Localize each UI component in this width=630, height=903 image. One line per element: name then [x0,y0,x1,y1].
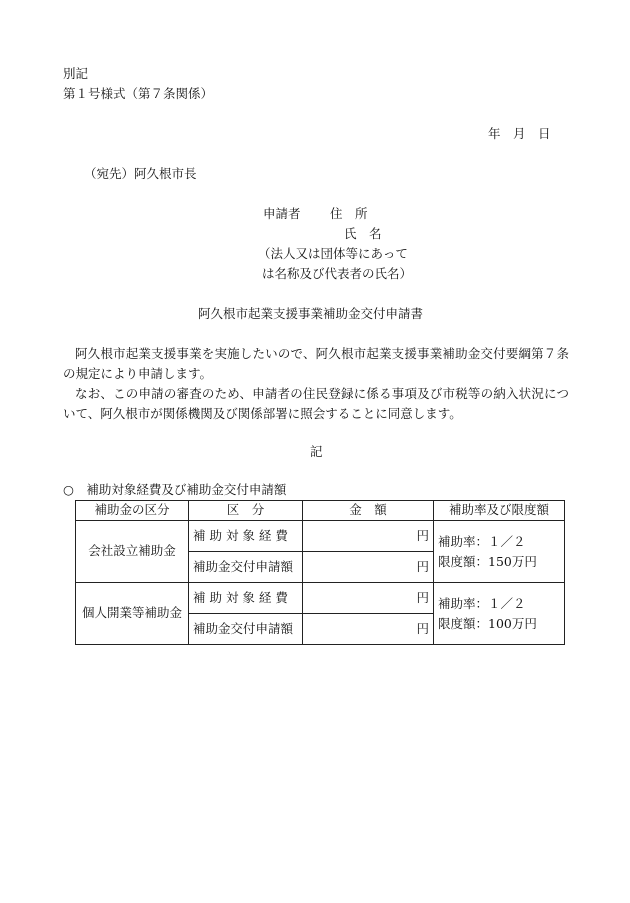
subsidy-table [75,500,565,645]
header-subsidy-type: 補助金の区分 [76,501,189,521]
header-category: 区 分 [189,501,303,521]
addressee: （宛先）阿久根市長 [84,166,197,181]
rate-text: 補助率：１／２ [438,533,526,549]
header-amount: 金 額 [303,501,434,521]
form-number: 第１号様式（第７条関係） [63,86,214,101]
limit-text: 限度額：150万円 [438,553,537,569]
category-cell: 補助金交付申請額 [189,552,303,583]
ki-heading: 記 [310,444,323,459]
body-paragraph-2: なお、この申請の審査のため、申請者の住民登録に係る事項及び市税等の納入状況について、阿久根市が関係機関及び関係部署に照会することに同意します。 [63,386,569,421]
amount-cell[interactable]: 円 [303,552,434,583]
amount-cell[interactable]: 円 [303,614,434,645]
subsidy-type-cell: 会社設立補助金 [76,521,189,583]
category-cell: 補助金交付申請額 [189,614,303,645]
document-title: 阿久根市起業支援事業補助金交付申請書 [198,306,424,321]
table-row [76,521,565,552]
address-label[interactable]: 住 所 [330,206,368,221]
applicant-note-line1: （法人又は団体等にあって [258,246,408,261]
category-cell: 補 助 対 象 経 費 [189,521,303,552]
applicant-label: 申請者 [263,206,301,221]
appendix-label: 別記 [63,66,89,81]
category-cell: 補 助 対 象 経 費 [189,583,303,614]
table-header-row [76,501,565,521]
header-rate-limit: 補助率及び限度額 [434,501,565,521]
rate-text: 補助率：１／２ [438,595,526,611]
subsidy-type-cell: 個人開業等補助金 [76,583,189,645]
section-heading: ○ 補助対象経費及び補助金交付申請額 [63,482,287,497]
rate-limit-cell [434,521,565,583]
table-row [76,583,565,614]
rate-limit-cell [434,583,565,645]
amount-cell[interactable]: 円 [303,521,434,552]
amount-cell[interactable]: 円 [303,583,434,614]
body-paragraph-1: 阿久根市起業支援事業を実施したいので、阿久根市起業支援事業補助金交付要綱第７条の規定により申請します。 [63,346,569,381]
limit-text: 限度額：100万円 [438,615,537,631]
applicant-note-line2: は名称及び代表者の氏名） [262,266,413,281]
date-field[interactable]: 年 月 日 [488,126,551,141]
name-label[interactable]: 氏 名 [344,226,382,241]
